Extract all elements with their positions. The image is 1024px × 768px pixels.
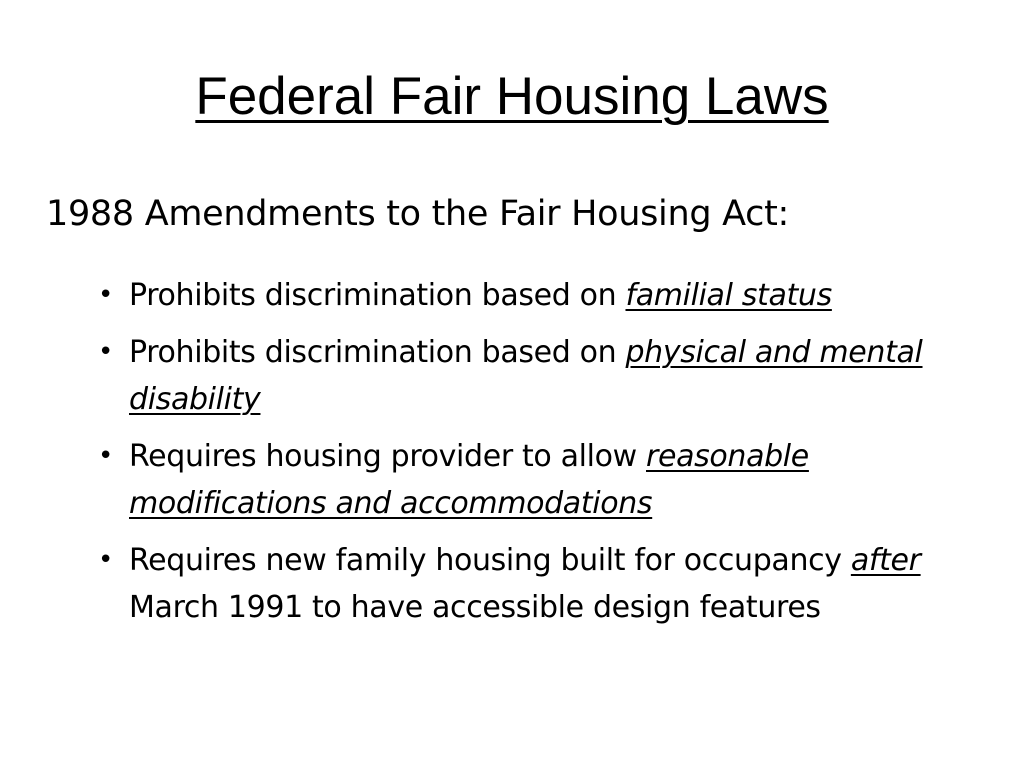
bullet-suffix: March 1991 to have accessible design features bbox=[129, 590, 821, 625]
bullet-dot-icon: • bbox=[98, 337, 113, 367]
bullet-list bbox=[98, 272, 978, 641]
bullet-text: Requires new family housing built for occupancy bbox=[129, 543, 851, 578]
bullet-accessible-design bbox=[98, 537, 978, 631]
bullet-dot-icon: • bbox=[98, 545, 113, 575]
bullet-familial-status bbox=[98, 272, 978, 319]
bullet-text: Prohibits discrimination based on bbox=[129, 278, 626, 313]
bullet-dot-icon: • bbox=[98, 280, 113, 310]
bullet-dot-icon: • bbox=[98, 441, 113, 471]
bullet-emphasis: physical and mental disability bbox=[129, 335, 923, 417]
bullet-emphasis: after bbox=[850, 543, 921, 578]
bullet-reasonable-modifications bbox=[98, 433, 978, 527]
bullet-disability bbox=[98, 329, 978, 423]
bullet-emphasis: familial status bbox=[625, 278, 832, 313]
bullet-text: Prohibits discrimination based on bbox=[129, 335, 626, 370]
slide-title: Federal Fair Housing Laws bbox=[195, 67, 829, 126]
slide-subtitle: 1988 Amendments to the Fair Housing Act: bbox=[46, 194, 789, 234]
bullet-emphasis: reasonable modifications and accommodations bbox=[129, 439, 809, 521]
bullet-text: Requires housing provider to allow bbox=[129, 439, 646, 474]
